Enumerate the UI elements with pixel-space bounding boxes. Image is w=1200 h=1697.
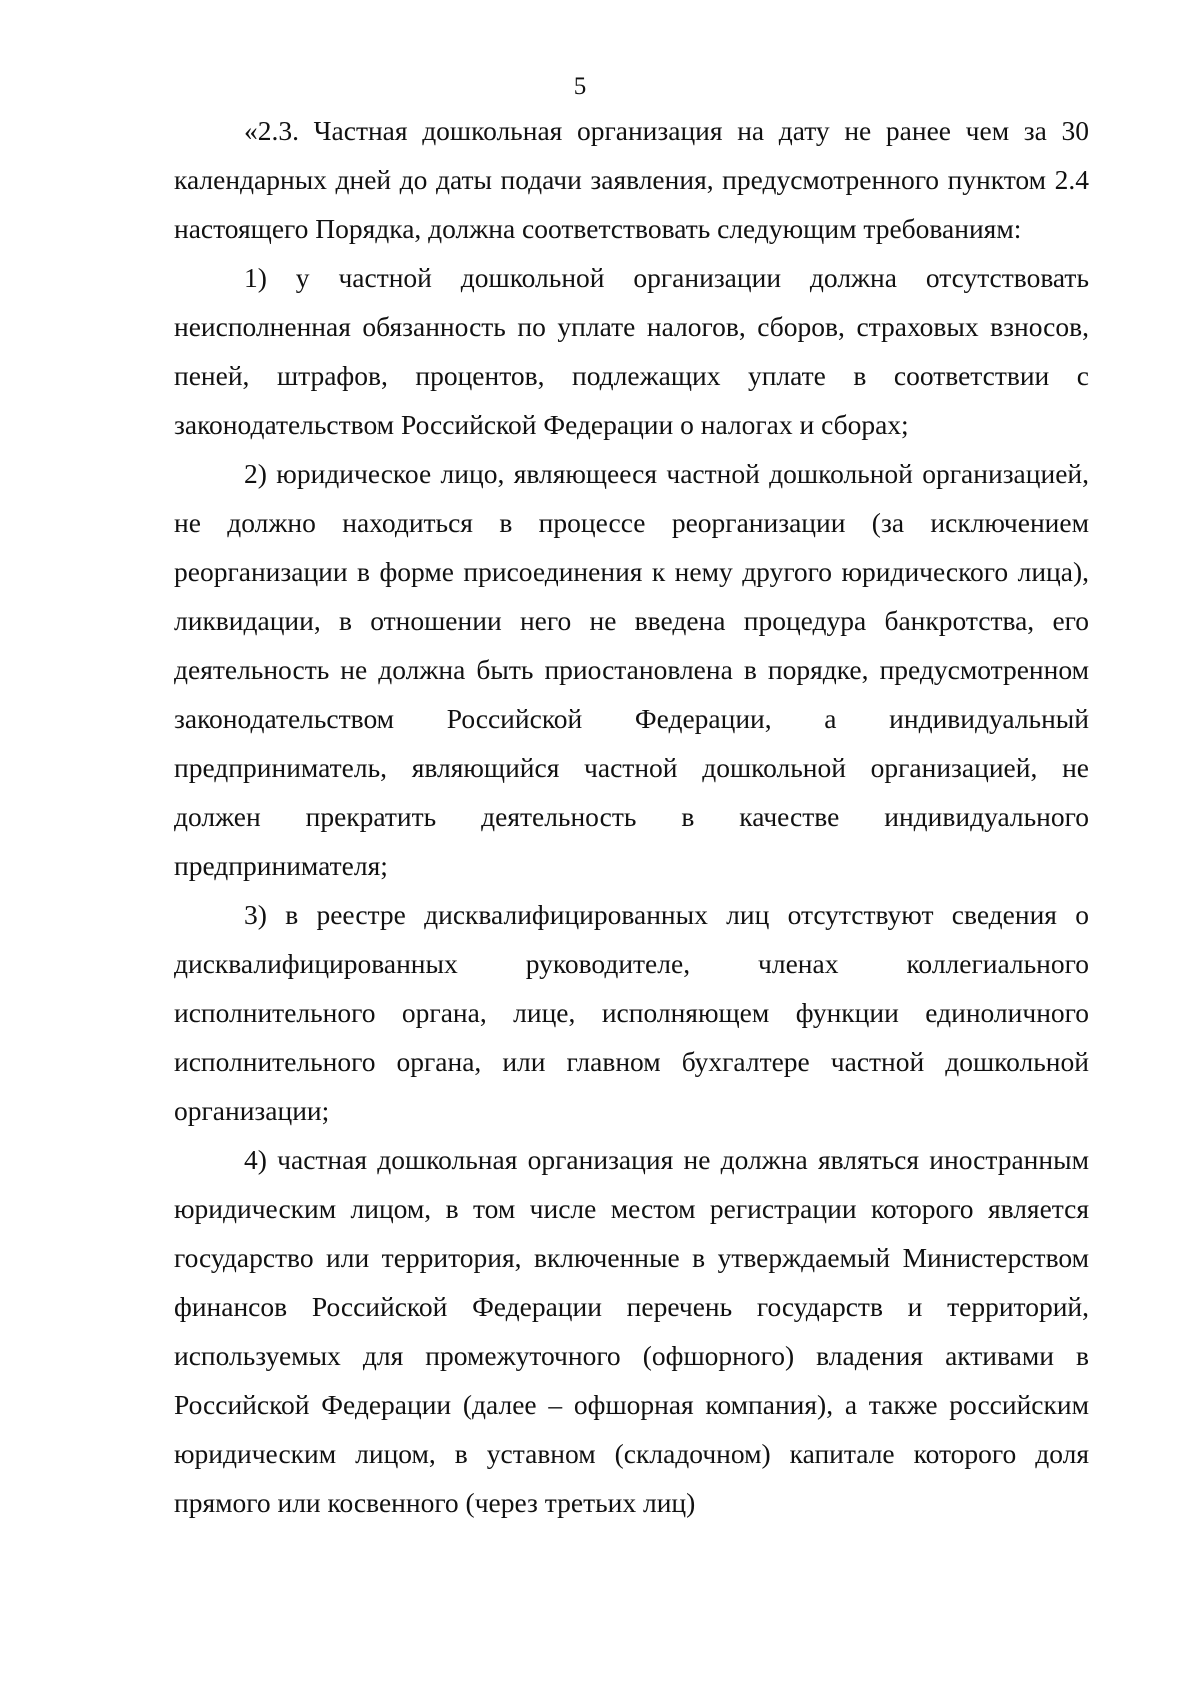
paragraph-item-1: 1) у частной дошкольной организации должна отсутствовать неисполненная обязанность по уплате налогов, сборов, страховых взносов, пеней, штрафов, процентов, подлежащих уплате в соответствии с законодательством Российской Федерации о налогах и сборах; [174, 262, 1089, 440]
paragraph-2-3-intro: «2.3. Частная дошкольная организация на дату не ранее чем за 30 календарных дней до даты подачи заявления, предусмотренного пунктом 2.4 настоящего Порядка, должна соответствовать следующим требованиям: [174, 115, 1089, 244]
document-body [174, 106, 1089, 1527]
paragraph-item-4: 4) частная дошкольная организация не должна являться иностранным юридическим лицом, в том числе местом регистрации которого является государство или территория, включенные в утверждаемый Министерством финансов Российской Федерации перечень государств и территорий, используемых для промежуточного (офшорного) владения активами в Российской Федерации (далее – офшорная компания), а также российским юридическим лицом, в уставном (складочном) капитале которого доля прямого или косвенного (через третьих лиц) [174, 1144, 1089, 1518]
paragraph-item-3: 3) в реестре дисквалифицированных лиц отсутствуют сведения о дисквалифицированных руководителе, членах коллегиального исполнительного органа, лице, исполняющем функции единоличного исполнительного органа, или главном бухгалтере частной дошкольной организации; [174, 899, 1089, 1126]
paragraph-item-2: 2) юридическое лицо, являющееся частной дошкольной организацией, не должно находиться в процессе реорганизации (за исключением реорганизации в форме присоединения к нему другого юридического лица), ликвидации, в отношении него не введена процедура банкротства, его деятельность не должна быть приостановлена в порядке, предусмотренном законодательством Российской Федерации, а индивидуальный предприниматель, являющийся частной дошкольной организацией, не должен прекратить деятельность в качестве индивидуального предпринимателя; [174, 458, 1089, 881]
page-number: 5 [573, 73, 587, 100]
